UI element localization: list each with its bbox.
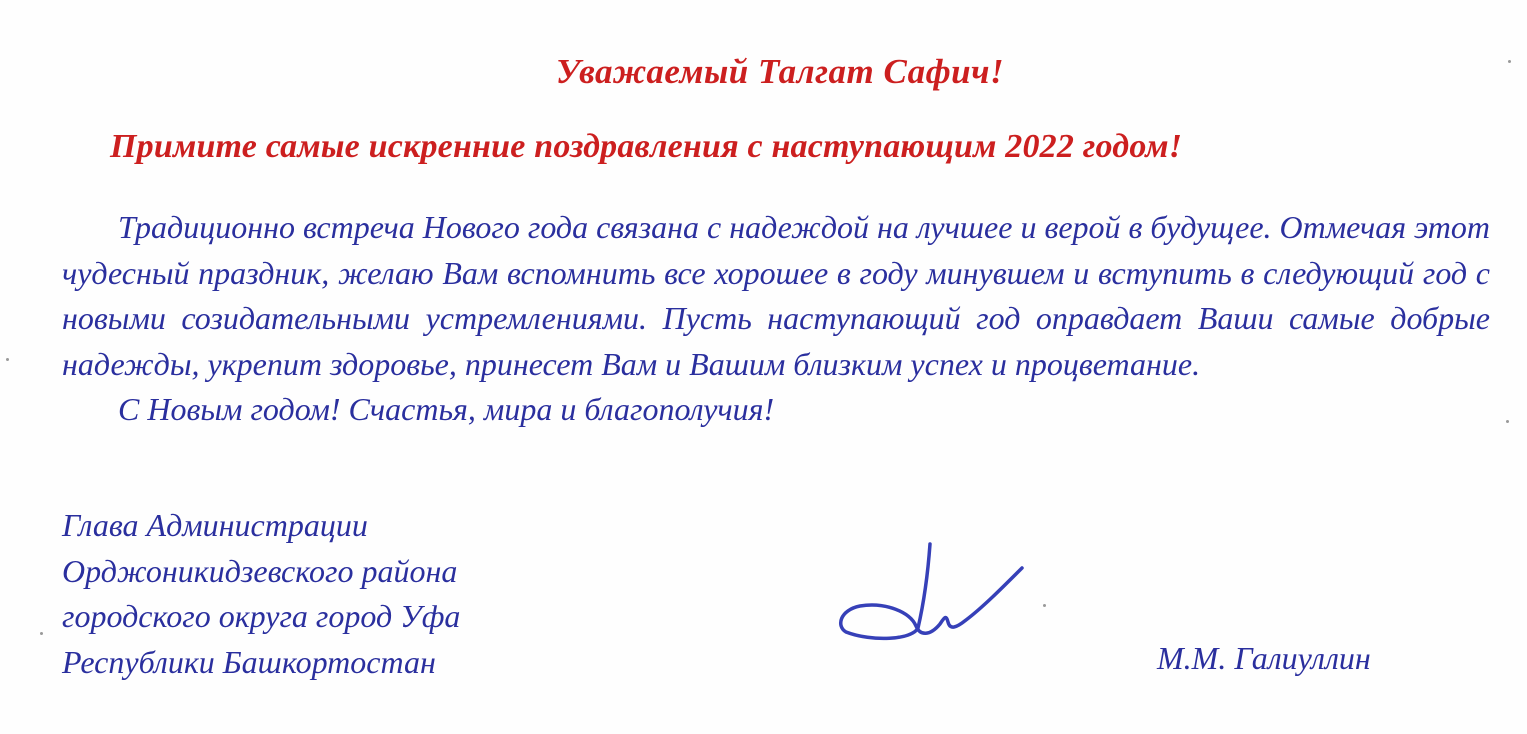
congratulations-heading: Примите самые искренние поздравления с наступающим 2022 годом! [110, 128, 1183, 165]
handwritten-signature [832, 532, 1032, 648]
signer-title [62, 503, 460, 685]
signer-title-line: Республики Башкортостан [62, 643, 436, 680]
signer-name: М.М. Галиуллин [1157, 640, 1371, 676]
signer-title-line: Орджоникидзевского района [62, 552, 458, 589]
scan-speck [1043, 604, 1046, 607]
letter-body [62, 205, 1490, 433]
scan-speck [1508, 60, 1511, 63]
letter-paragraph: Традиционно встреча Нового года связана с надеждой на лучшее и верой в будущее. Отмечая этот чудесный праздник, желаю Вам вспомнить все хорошее в году минувшем и вступить в следующий год с новыми созидательными устремлениями. Пусть наступающий год оправдает Ваши самые добрые надежды, укрепит здоровье, принесет Вам и Вашим близким успех и процветание. [62, 209, 1490, 382]
greeting-heading: Уважаемый Талгат Сафич! [555, 52, 1005, 91]
scan-speck [40, 632, 43, 635]
signer-title-line: Глава Администрации [62, 507, 368, 543]
scan-speck [1506, 420, 1509, 423]
scan-speck [6, 358, 9, 361]
signer-title-line: городского округа город Уфа [62, 598, 461, 634]
closing-line: С Новым годом! Счастья, мира и благополучия! [118, 391, 775, 427]
